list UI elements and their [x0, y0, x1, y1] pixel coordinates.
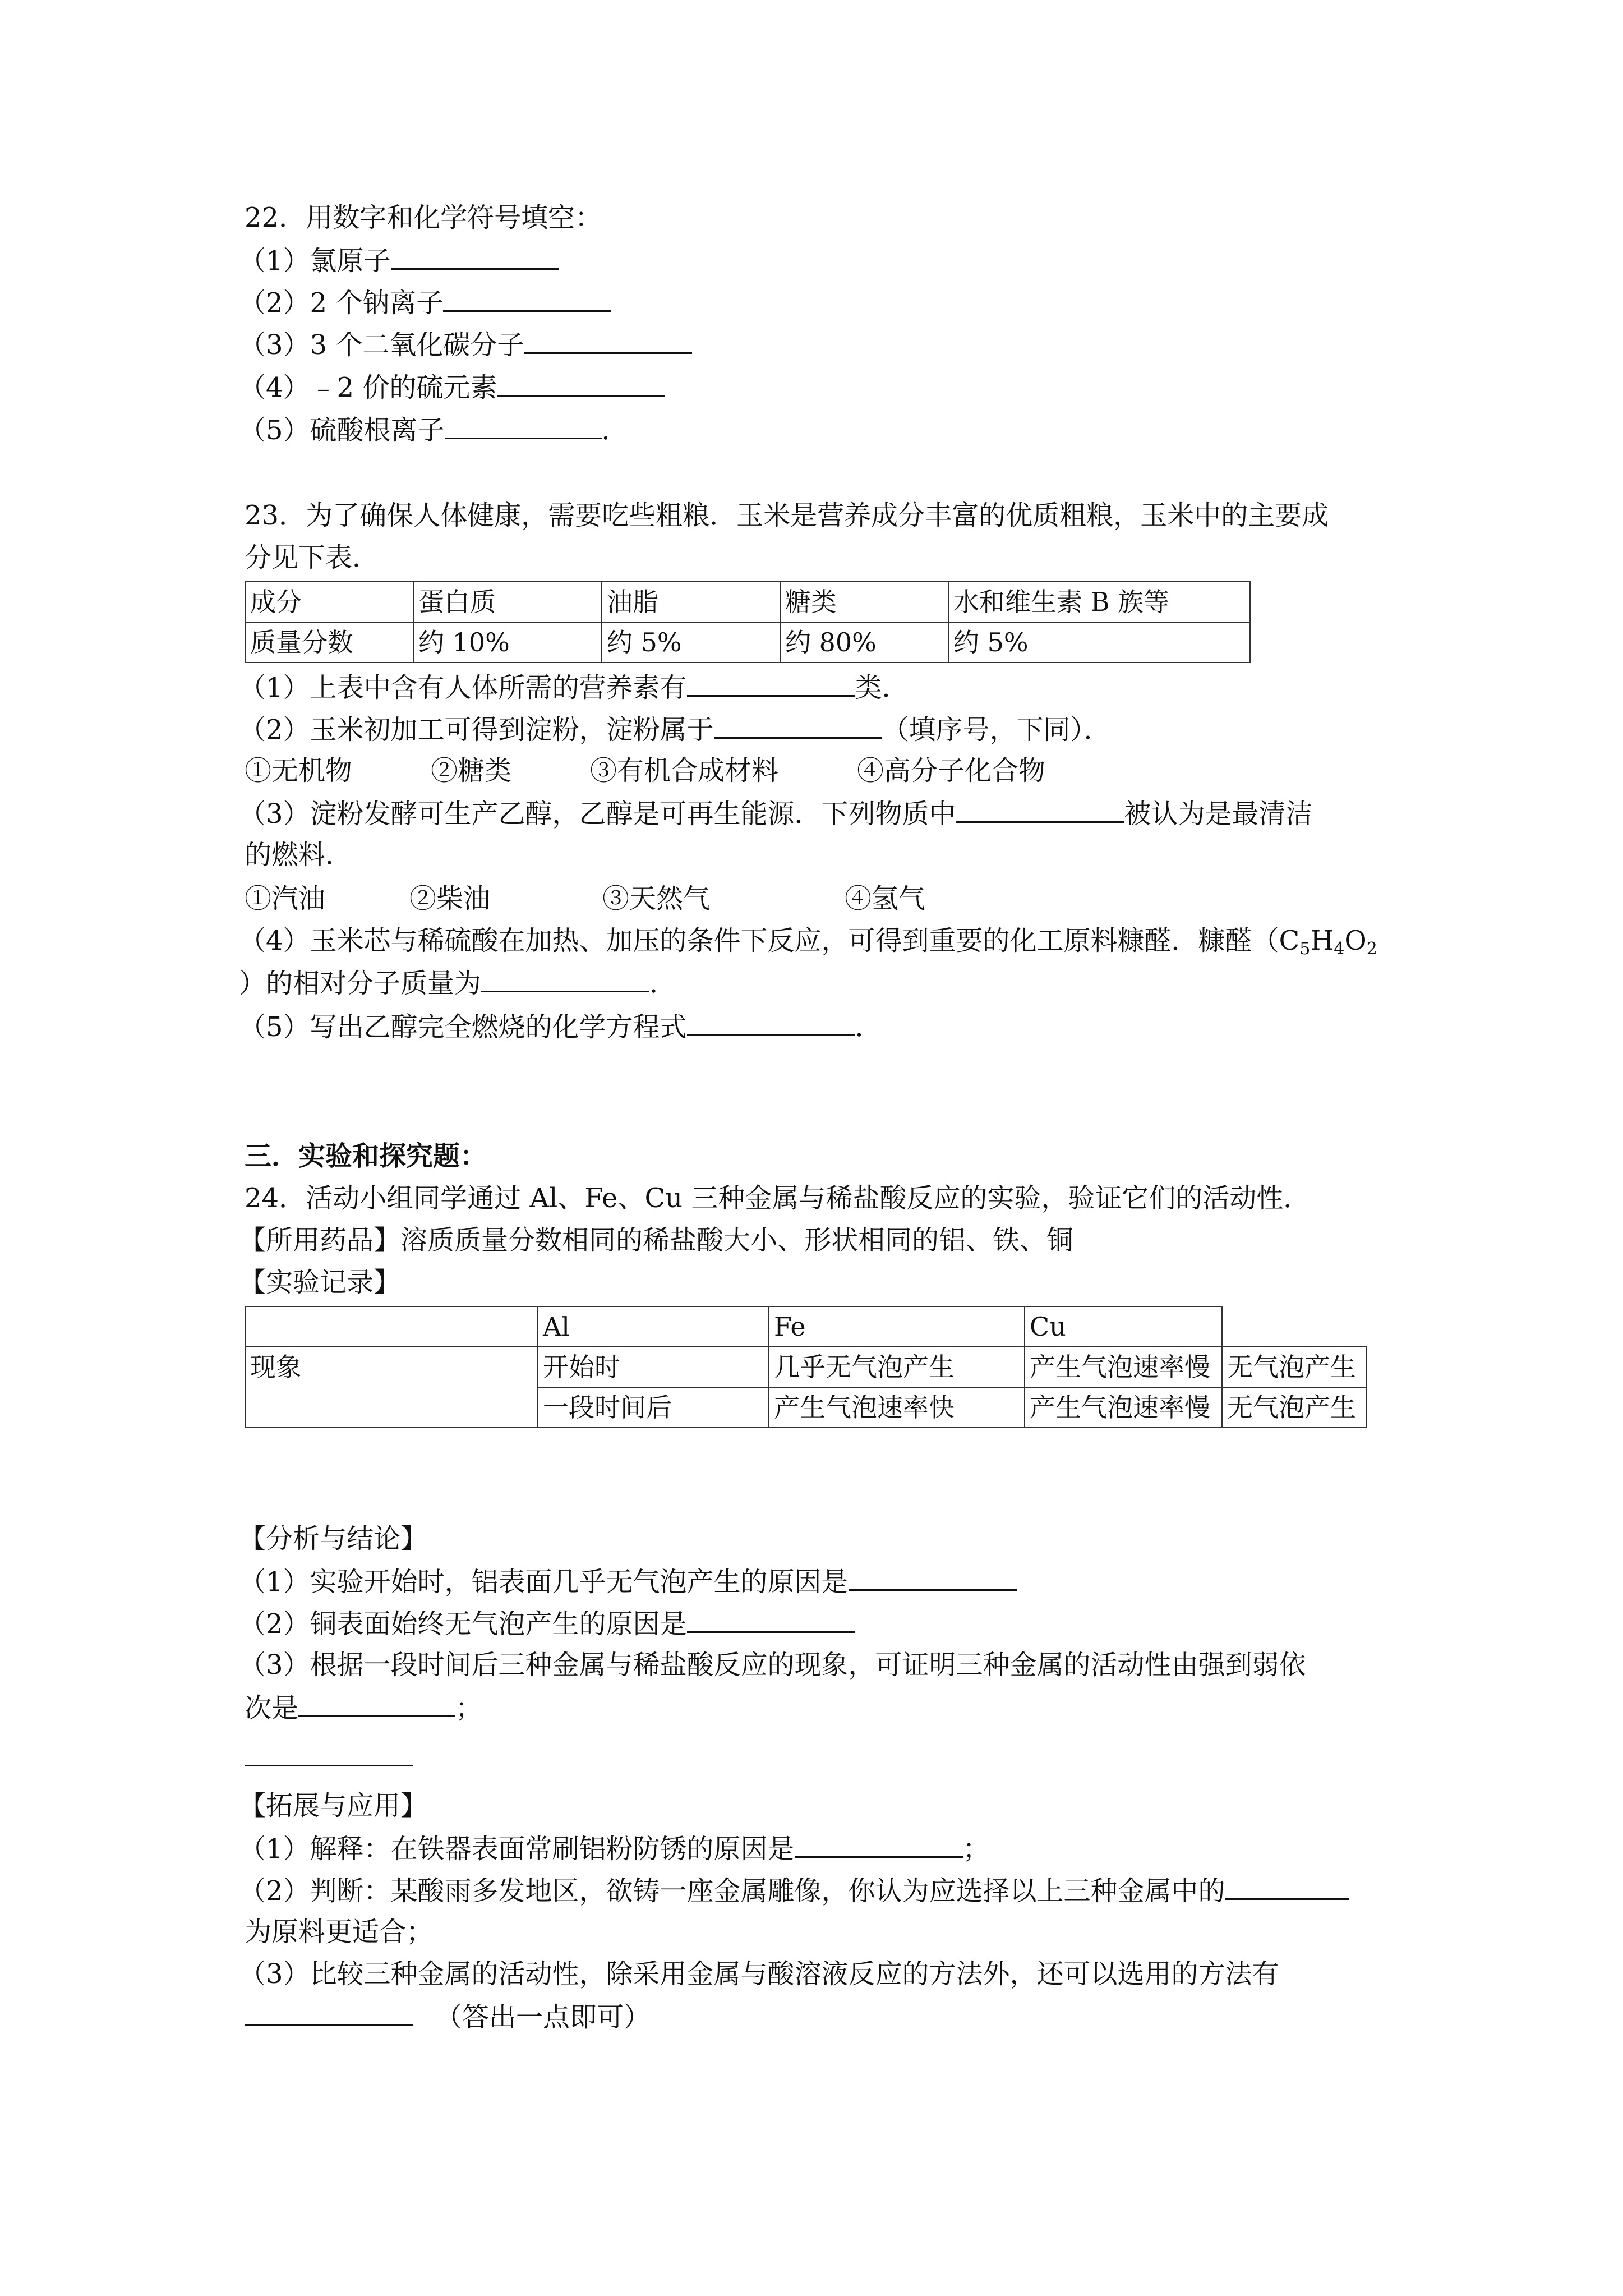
- q24-extension-heading: 【拓展与应用】: [239, 1790, 428, 1821]
- q22-item-1: （1）氯原子: [239, 242, 559, 278]
- q24-extension-1: （1）解释：在铁器表面常刷铝粉防锈的原因是 ；: [239, 1830, 990, 1866]
- answer-blank[interactable]: [245, 1999, 413, 2026]
- answer-blank[interactable]: [1225, 1872, 1349, 1900]
- option: ④氢气: [845, 883, 926, 914]
- table-row: [245, 582, 1250, 622]
- answer-blank[interactable]: [524, 326, 692, 354]
- option: ②糖类: [431, 755, 512, 786]
- q24-extension-3: （3）比较三种金属的活动性，除采用金属与酸溶液反应的方法外，还可以选用的方法有: [239, 1958, 1279, 1990]
- table-cell: 水和维生素 B 族等: [948, 582, 1250, 622]
- option: ②柴油: [409, 883, 491, 914]
- table-cell: 无气泡产生: [1222, 1387, 1366, 1428]
- q23-part-3-options: [245, 881, 925, 916]
- q23-part-4-cont: ）的相对分子质量为 ．: [239, 965, 676, 1001]
- q23-part-3: （3）淀粉发酵可生产乙醇，乙醇是可再生能源．下列物质中 被认为是最清洁: [239, 795, 1313, 831]
- answer-blank[interactable]: [298, 1690, 455, 1717]
- q22-item-3: （3）3 个二氧化碳分子: [239, 326, 692, 362]
- table-cell: Cu: [1025, 1306, 1222, 1347]
- table-cell: 现象: [245, 1347, 538, 1428]
- answer-blank[interactable]: [687, 1605, 855, 1633]
- q23-part-3-cont: 的燃料．: [245, 839, 353, 871]
- experiment-table: [245, 1306, 1367, 1428]
- answer-blank[interactable]: [497, 369, 665, 397]
- q22-title: 22．用数字和化学符号填空：: [245, 202, 602, 233]
- table-cell: 一段时间后: [538, 1387, 769, 1428]
- option: ③天然气: [602, 883, 711, 914]
- answer-blank[interactable]: [714, 711, 882, 739]
- option: ①无机物: [245, 755, 353, 786]
- q24-analysis-heading: 【分析与结论】: [239, 1523, 428, 1554]
- answer-blank[interactable]: [445, 412, 602, 439]
- table-row: [245, 1306, 1366, 1347]
- table-cell: 产生气泡速率快: [769, 1387, 1025, 1428]
- table-cell: 成分: [245, 582, 413, 622]
- section-title: 三．实验和探究题：: [245, 1140, 487, 1172]
- table-cell: [245, 1306, 538, 1347]
- q22-item-5: （5）硫酸根离子 ．: [239, 412, 629, 448]
- table-cell: 蛋白质: [413, 582, 602, 622]
- option: ①汽油: [245, 883, 326, 914]
- q23-intro-line1: 23．为了确保人体健康，需要吃些粗粮．玉米是营养成分丰富的优质粗粮，玉米中的主要成: [245, 500, 1329, 531]
- nutrient-table: [245, 581, 1251, 663]
- q22-item-2: （2）2 个钠离子: [239, 284, 611, 320]
- answer-blank[interactable]: [391, 242, 559, 270]
- q24-analysis-2: （2）铜表面始终无气泡产生的原因是: [239, 1605, 855, 1641]
- q24-analysis-3-cont: 次是 ；: [245, 1690, 482, 1726]
- option: ④高分子化合物: [857, 755, 1046, 786]
- table-cell: 质量分数: [245, 622, 413, 662]
- table-cell: Al: [538, 1306, 769, 1347]
- table-cell: 产生气泡速率慢: [1025, 1387, 1222, 1428]
- table-cell: 产生气泡速率慢: [1025, 1347, 1222, 1387]
- q24-analysis-1: （1）实验开始时，铝表面几乎无气泡产生的原因是: [239, 1563, 1017, 1599]
- answer-blank[interactable]: [481, 965, 649, 992]
- table-cell: 约 5%: [602, 622, 780, 662]
- table-cell: 无气泡产生: [1222, 1347, 1366, 1387]
- answer-blank[interactable]: [245, 1739, 413, 1766]
- q24-analysis-3: （3）根据一段时间后三种金属与稀盐酸反应的现象，可证明三种金属的活动性由强到弱依: [239, 1649, 1306, 1681]
- q23-part-1: （1）上表中含有人体所需的营养素有 类．: [239, 669, 909, 705]
- q22-item-4: （4）﹣2 价的硫元素: [239, 369, 665, 405]
- table-cell: 几乎无气泡产生: [769, 1347, 1025, 1387]
- q24-record-heading: 【实验记录】: [239, 1267, 401, 1298]
- q23-part-2: （2）玉米初加工可得到淀粉，淀粉属于 （填序号，下同）．: [239, 711, 1111, 747]
- q23-intro-line2: 分见下表．: [245, 542, 380, 573]
- table-cell: 约 80%: [780, 622, 948, 662]
- table-cell: 糖类: [780, 582, 948, 622]
- answer-blank[interactable]: [687, 669, 855, 697]
- table-cell: [1222, 1306, 1366, 1347]
- table-row: [245, 622, 1250, 662]
- table-cell: 油脂: [602, 582, 780, 622]
- q24-analysis-extra-blank: [245, 1739, 413, 1775]
- q23-part-2-options: [245, 753, 1045, 788]
- table-cell: Fe: [769, 1306, 1025, 1347]
- table-row: [245, 1347, 1366, 1387]
- q24-extension-2-cont: 为原料更适合；: [245, 1916, 434, 1948]
- q24-extension-3-cont: （答出一点即可）: [245, 1999, 651, 2035]
- answer-blank[interactable]: [687, 1009, 855, 1036]
- q23-part-4: （4）玉米芯与稀硫酸在加热、加压的条件下反应，可得到重要的化工原料糠醛．糠醛（$C_5H_4O_2$: [239, 925, 1377, 959]
- option: ③有机合成材料: [590, 755, 779, 786]
- q24-reagents: 【所用药品】溶质质量分数相同的稀盐酸大小、形状相同的铝、铁、铜: [239, 1225, 1074, 1256]
- answer-blank[interactable]: [956, 795, 1124, 823]
- q24-intro: 24．活动小组同学通过 Al、Fe、Cu 三种金属与稀盐酸反应的实验，验证它们的活动性．: [245, 1182, 1311, 1214]
- answer-blank[interactable]: [795, 1830, 963, 1858]
- answer-blank[interactable]: [849, 1563, 1017, 1591]
- q23-part-5: （5）写出乙醇完全燃烧的化学方程式 ．: [239, 1009, 882, 1045]
- q24-extension-2: （2）判断：某酸雨多发地区，欲铸一座金属雕像，你认为应选择以上三种金属中的: [239, 1872, 1349, 1908]
- table-cell: 约 5%: [948, 622, 1250, 662]
- table-cell: 开始时: [538, 1347, 769, 1387]
- table-cell: 约 10%: [413, 622, 602, 662]
- answer-blank[interactable]: [443, 284, 611, 312]
